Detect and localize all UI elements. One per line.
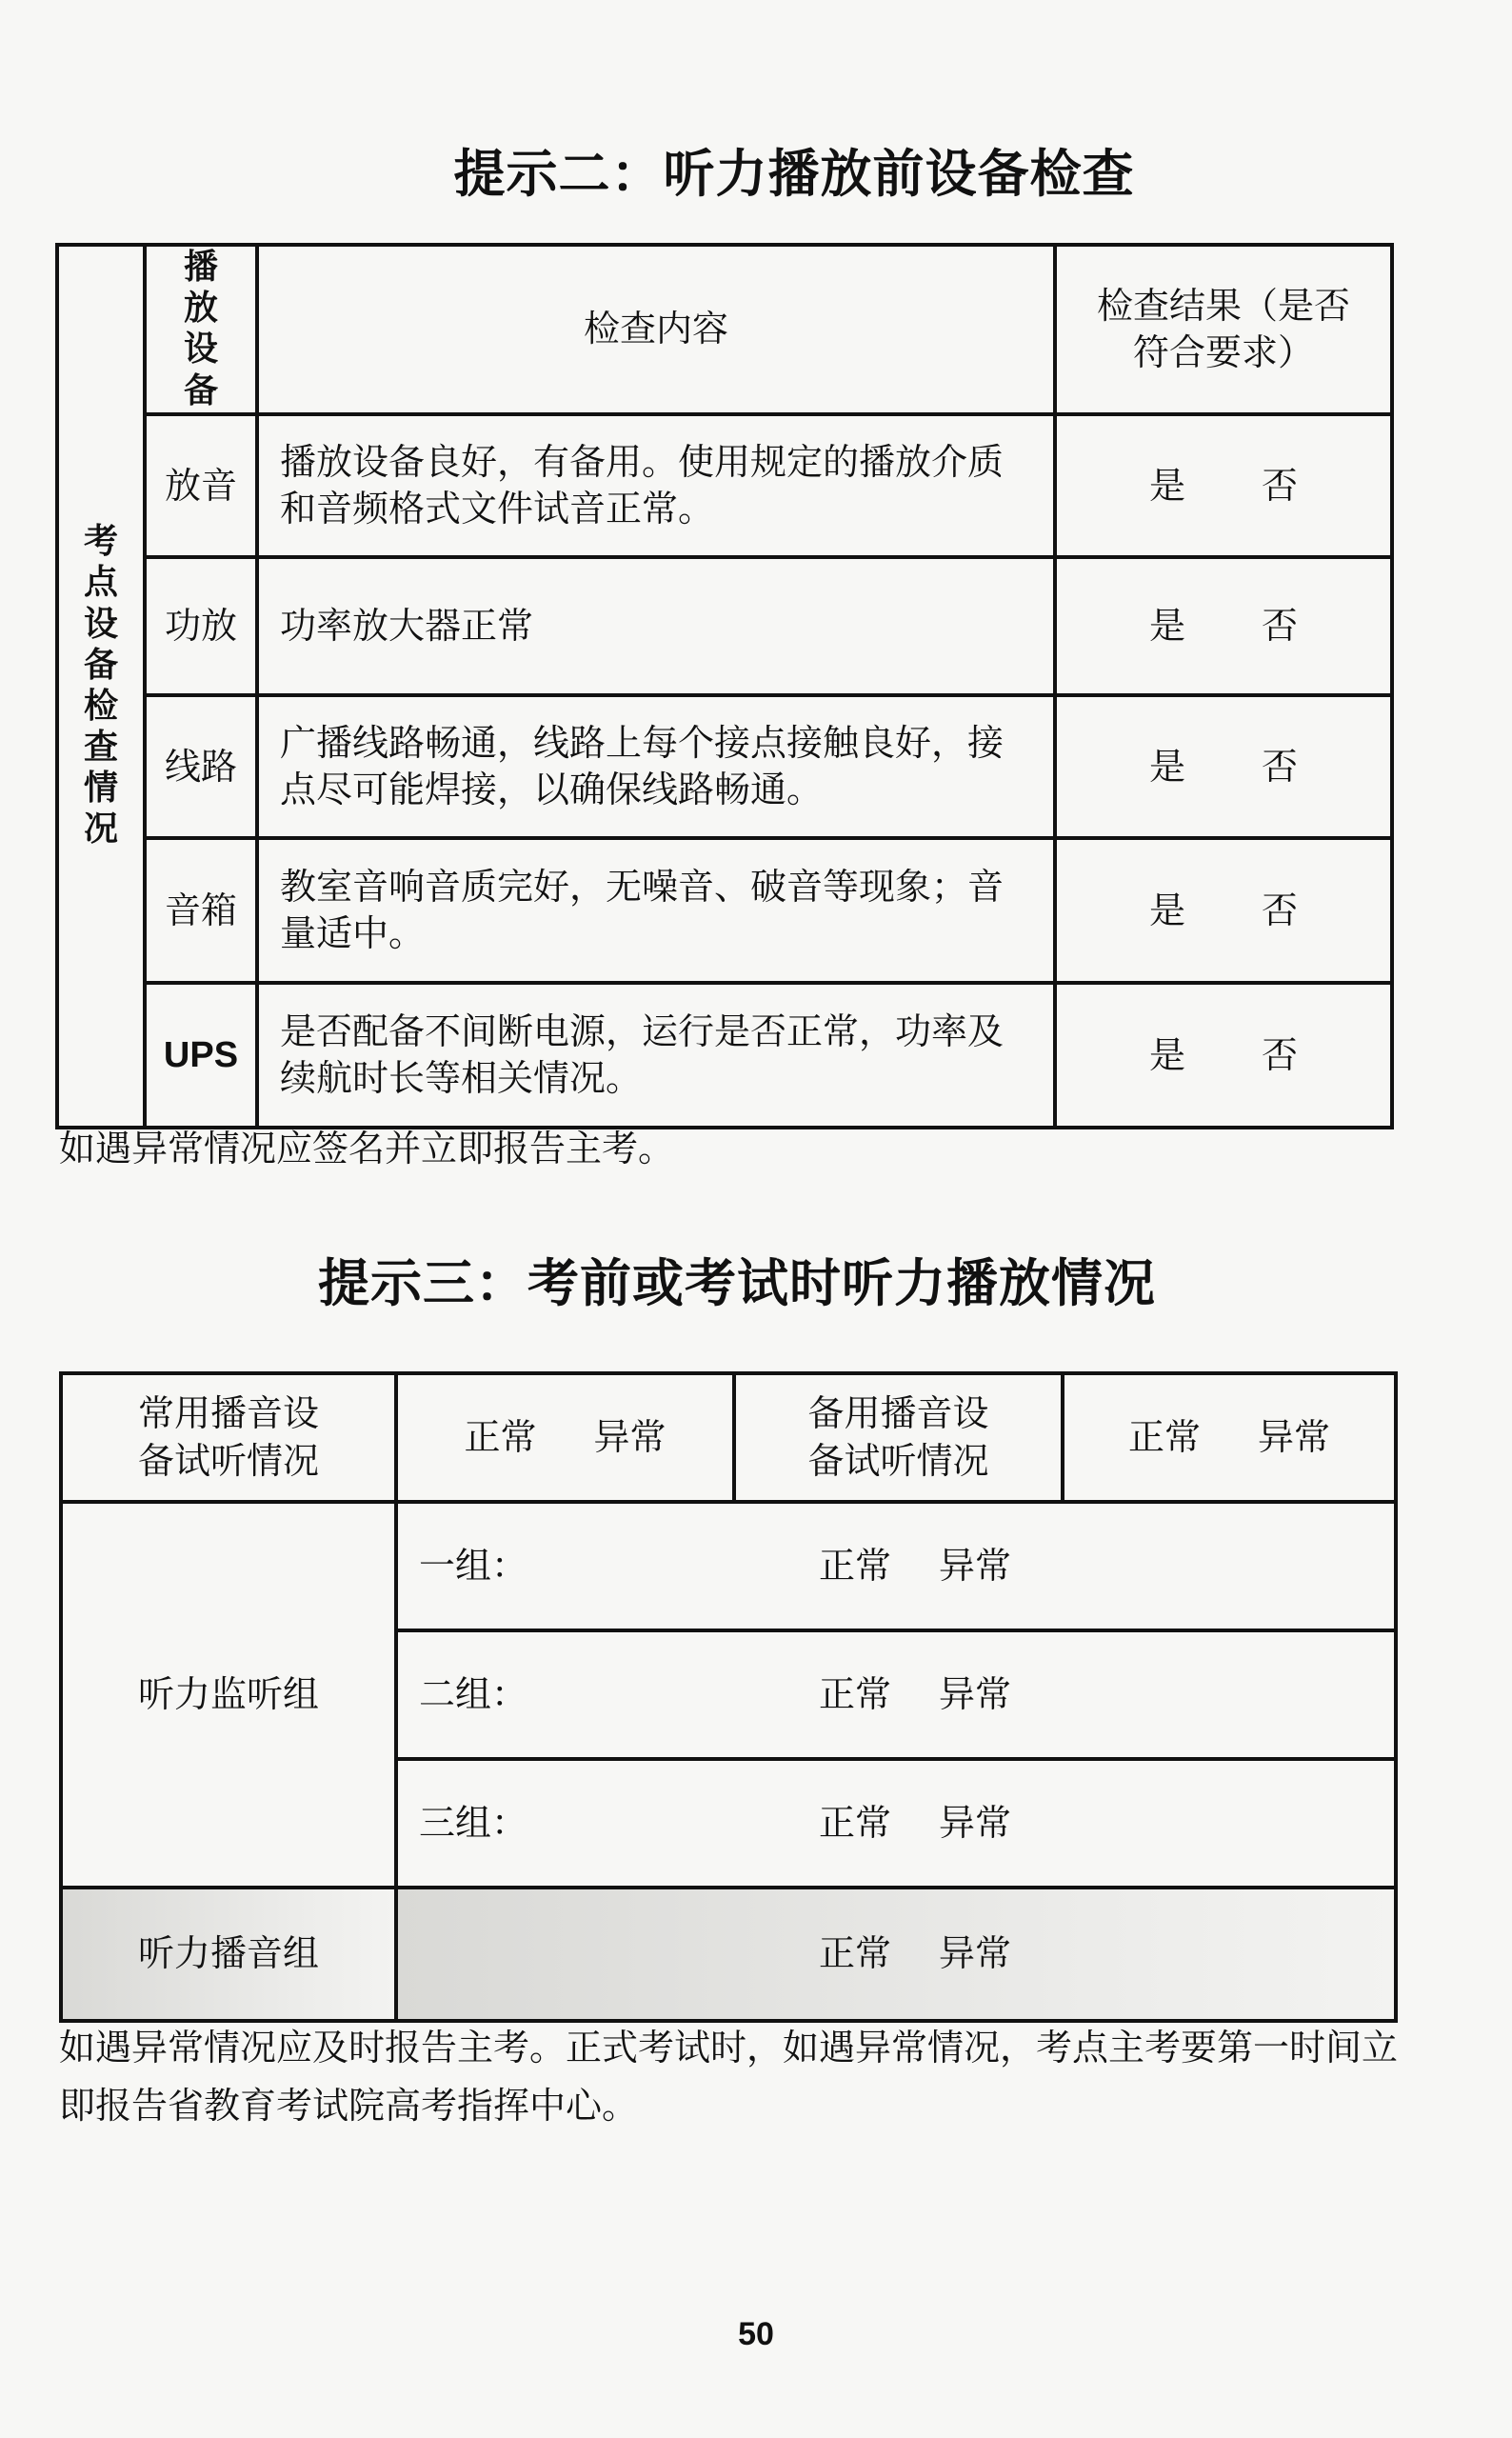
check-content: 播放设备良好，有备用。使用规定的播放介质和音频格式文件试音正常。 [257,414,1055,557]
abnormal-option[interactable]: 异常 [593,1415,666,1458]
result-yes-no[interactable] [1055,838,1392,983]
broadcast-group-status [396,1888,1396,2021]
normal-option[interactable]: 正常 [819,1672,892,1715]
primary-status[interactable] [396,1373,734,1502]
check-content: 是否配备不间断电源，运行是否正常，功率及续航时长等相关情况。 [257,983,1055,1128]
group-row [396,1630,1396,1759]
normal-option[interactable]: 正常 [819,1801,892,1844]
yes-option[interactable]: 是 [1148,889,1185,931]
page-number: 50 [738,2316,774,2352]
broadcast-group-label: 听力播音组 [61,1888,396,2021]
section3-title: 提示三：考前或考试时听力播放情况 [318,1252,1156,1313]
monitor-group-label: 听力监听组 [61,1502,396,1888]
header-result: 检查结果（是否符合要求） [1055,245,1392,414]
check-content: 广播线路畅通，线路上每个接点接触良好，接点尽可能焊接，以确保线路畅通。 [257,695,1055,838]
header-device: 播放设备 [145,245,257,414]
abnormal-option[interactable]: 异常 [1258,1415,1331,1458]
no-option[interactable]: 否 [1262,1033,1299,1076]
result-yes-no[interactable] [1055,557,1392,695]
result-yes-no[interactable] [1055,695,1392,838]
group-row [396,1759,1396,1888]
abnormal-option[interactable]: 异常 [939,1932,1012,1975]
normal-option[interactable]: 正常 [819,1544,892,1587]
group-name: 三组： [419,1801,528,1844]
result-yes-no[interactable] [1055,983,1392,1128]
yes-option[interactable]: 是 [1148,745,1185,788]
device-check-table [55,243,1394,1129]
normal-option[interactable]: 正常 [819,1932,892,1975]
device-name: 功放 [145,557,257,695]
broadcast-status-table [59,1371,1398,2023]
group-name: 一组： [419,1544,528,1587]
abnormal-option[interactable]: 异常 [939,1672,1012,1715]
yes-option[interactable]: 是 [1148,1033,1185,1076]
check-content: 功率放大器正常 [257,557,1055,695]
normal-option[interactable]: 正常 [1127,1415,1201,1458]
group-row [396,1502,1396,1630]
header-content: 检查内容 [257,245,1055,414]
yes-option[interactable]: 是 [1148,605,1185,648]
no-option[interactable]: 否 [1262,889,1299,931]
yes-option[interactable]: 是 [1148,464,1185,507]
device-name: UPS [145,983,257,1128]
check-content: 教室音响音质完好，无噪音、破音等现象；音量适中。 [257,838,1055,983]
primary-device-label: 常用播音设备试听情况 [61,1373,396,1502]
device-name: 线路 [145,695,257,838]
section3-note: 如遇异常情况应及时报告主考。正式考试时，如遇异常情况，考点主考要第一时间立即报告省教育考试院高考指挥中心。 [59,2027,1399,2127]
normal-option[interactable]: 正常 [464,1415,537,1458]
group-name: 二组： [419,1672,528,1715]
side-label: 考点设备检查情况 [57,245,145,1128]
abnormal-option[interactable]: 异常 [939,1801,1012,1844]
no-option[interactable]: 否 [1262,464,1299,507]
backup-device-label: 备用播音设备试听情况 [734,1373,1063,1502]
result-yes-no[interactable] [1055,414,1392,557]
section2-title: 提示二：听力播放前设备检查 [453,143,1135,204]
backup-status[interactable] [1063,1373,1396,1502]
no-option[interactable]: 否 [1262,745,1299,788]
abnormal-option[interactable]: 异常 [939,1544,1012,1587]
device-name: 放音 [145,414,257,557]
section2-note: 如遇异常情况应签名并立即报告主考。 [59,1128,675,1169]
device-name: 音箱 [145,838,257,983]
no-option[interactable]: 否 [1262,605,1299,648]
